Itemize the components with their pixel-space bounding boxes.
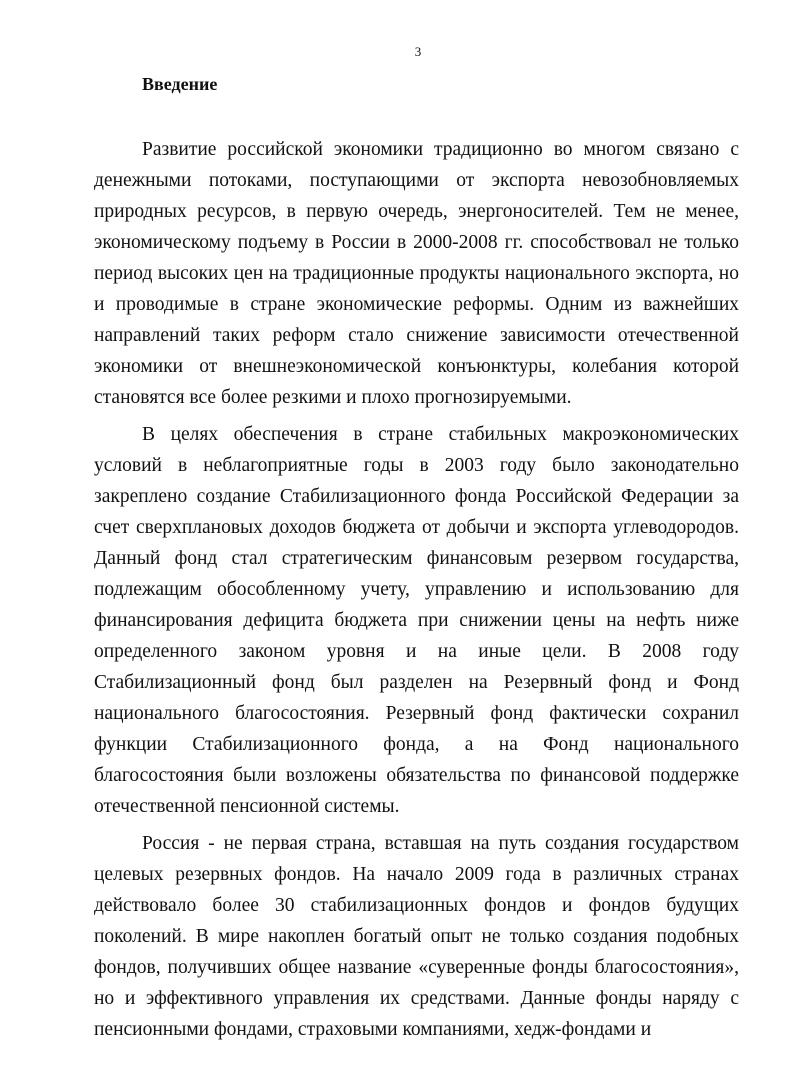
page-number: 3 bbox=[414, 44, 422, 59]
document-body bbox=[94, 134, 739, 1051]
paragraph-1: Развитие российской экономики традиционно во многом связано с денежными потоками, поступающими от экспорта невозобновляемых природных ресурсов, в первую очередь, энергоносителей. Тем не менее, экономическому подъему в России в 2000-2008 гг. способствовал не только период высоких цен на традиционные продукты национального экспорта, но и проводимые в стране экономические реформы. Одним из важнейших направлений таких реформ стало снижение зависимости отечественной экономики от внешнеэкономической конъюнктуры, колебания которой становятся все более резкими и плохо прогнозируемыми. bbox=[94, 139, 739, 408]
paragraph-3: Россия - не первая страна, вставшая на путь создания государством целевых резервных фондов. На начало 2009 года в различных странах действовало более 30 стабилизационных фондов и фондов будущих поколений. В мире накоплен богатый опыт не только создания подобных фондов, получивших общее название «суверенные фонды благосостояния», но и эффективного управления их средствами. Данные фонды наряду с пенсионными фондами, страховыми компаниями, хедж-фондами и bbox=[94, 833, 739, 1040]
paragraph-2: В целях обеспечения в стране стабильных макроэкономических условий в неблагоприятные годы в 2003 году было законодательно закреплено создание Стабилизационного фонда Российской Федерации за счет сверхплановых доходов бюджета от добычи и экспорта углеводородов. Данный фонд стал стратегическим финансовым резервом государства, подлежащим обособленному учету, управлению и использованию для финансирования дефицита бюджета при снижении цены на нефть ниже определенного законом уровня и на иные цели. В 2008 году Стабилизационный фонд был разделен на Резервный фонд и Фонд национального благосостояния. Резервный фонд фактически сохранил функции Стабилизационного фонда, а на Фонд национального благосостояния были возложены обязательства по финансовой поддержке отечественной пенсионной системы. bbox=[94, 424, 739, 817]
section-heading: Введение bbox=[142, 74, 218, 94]
